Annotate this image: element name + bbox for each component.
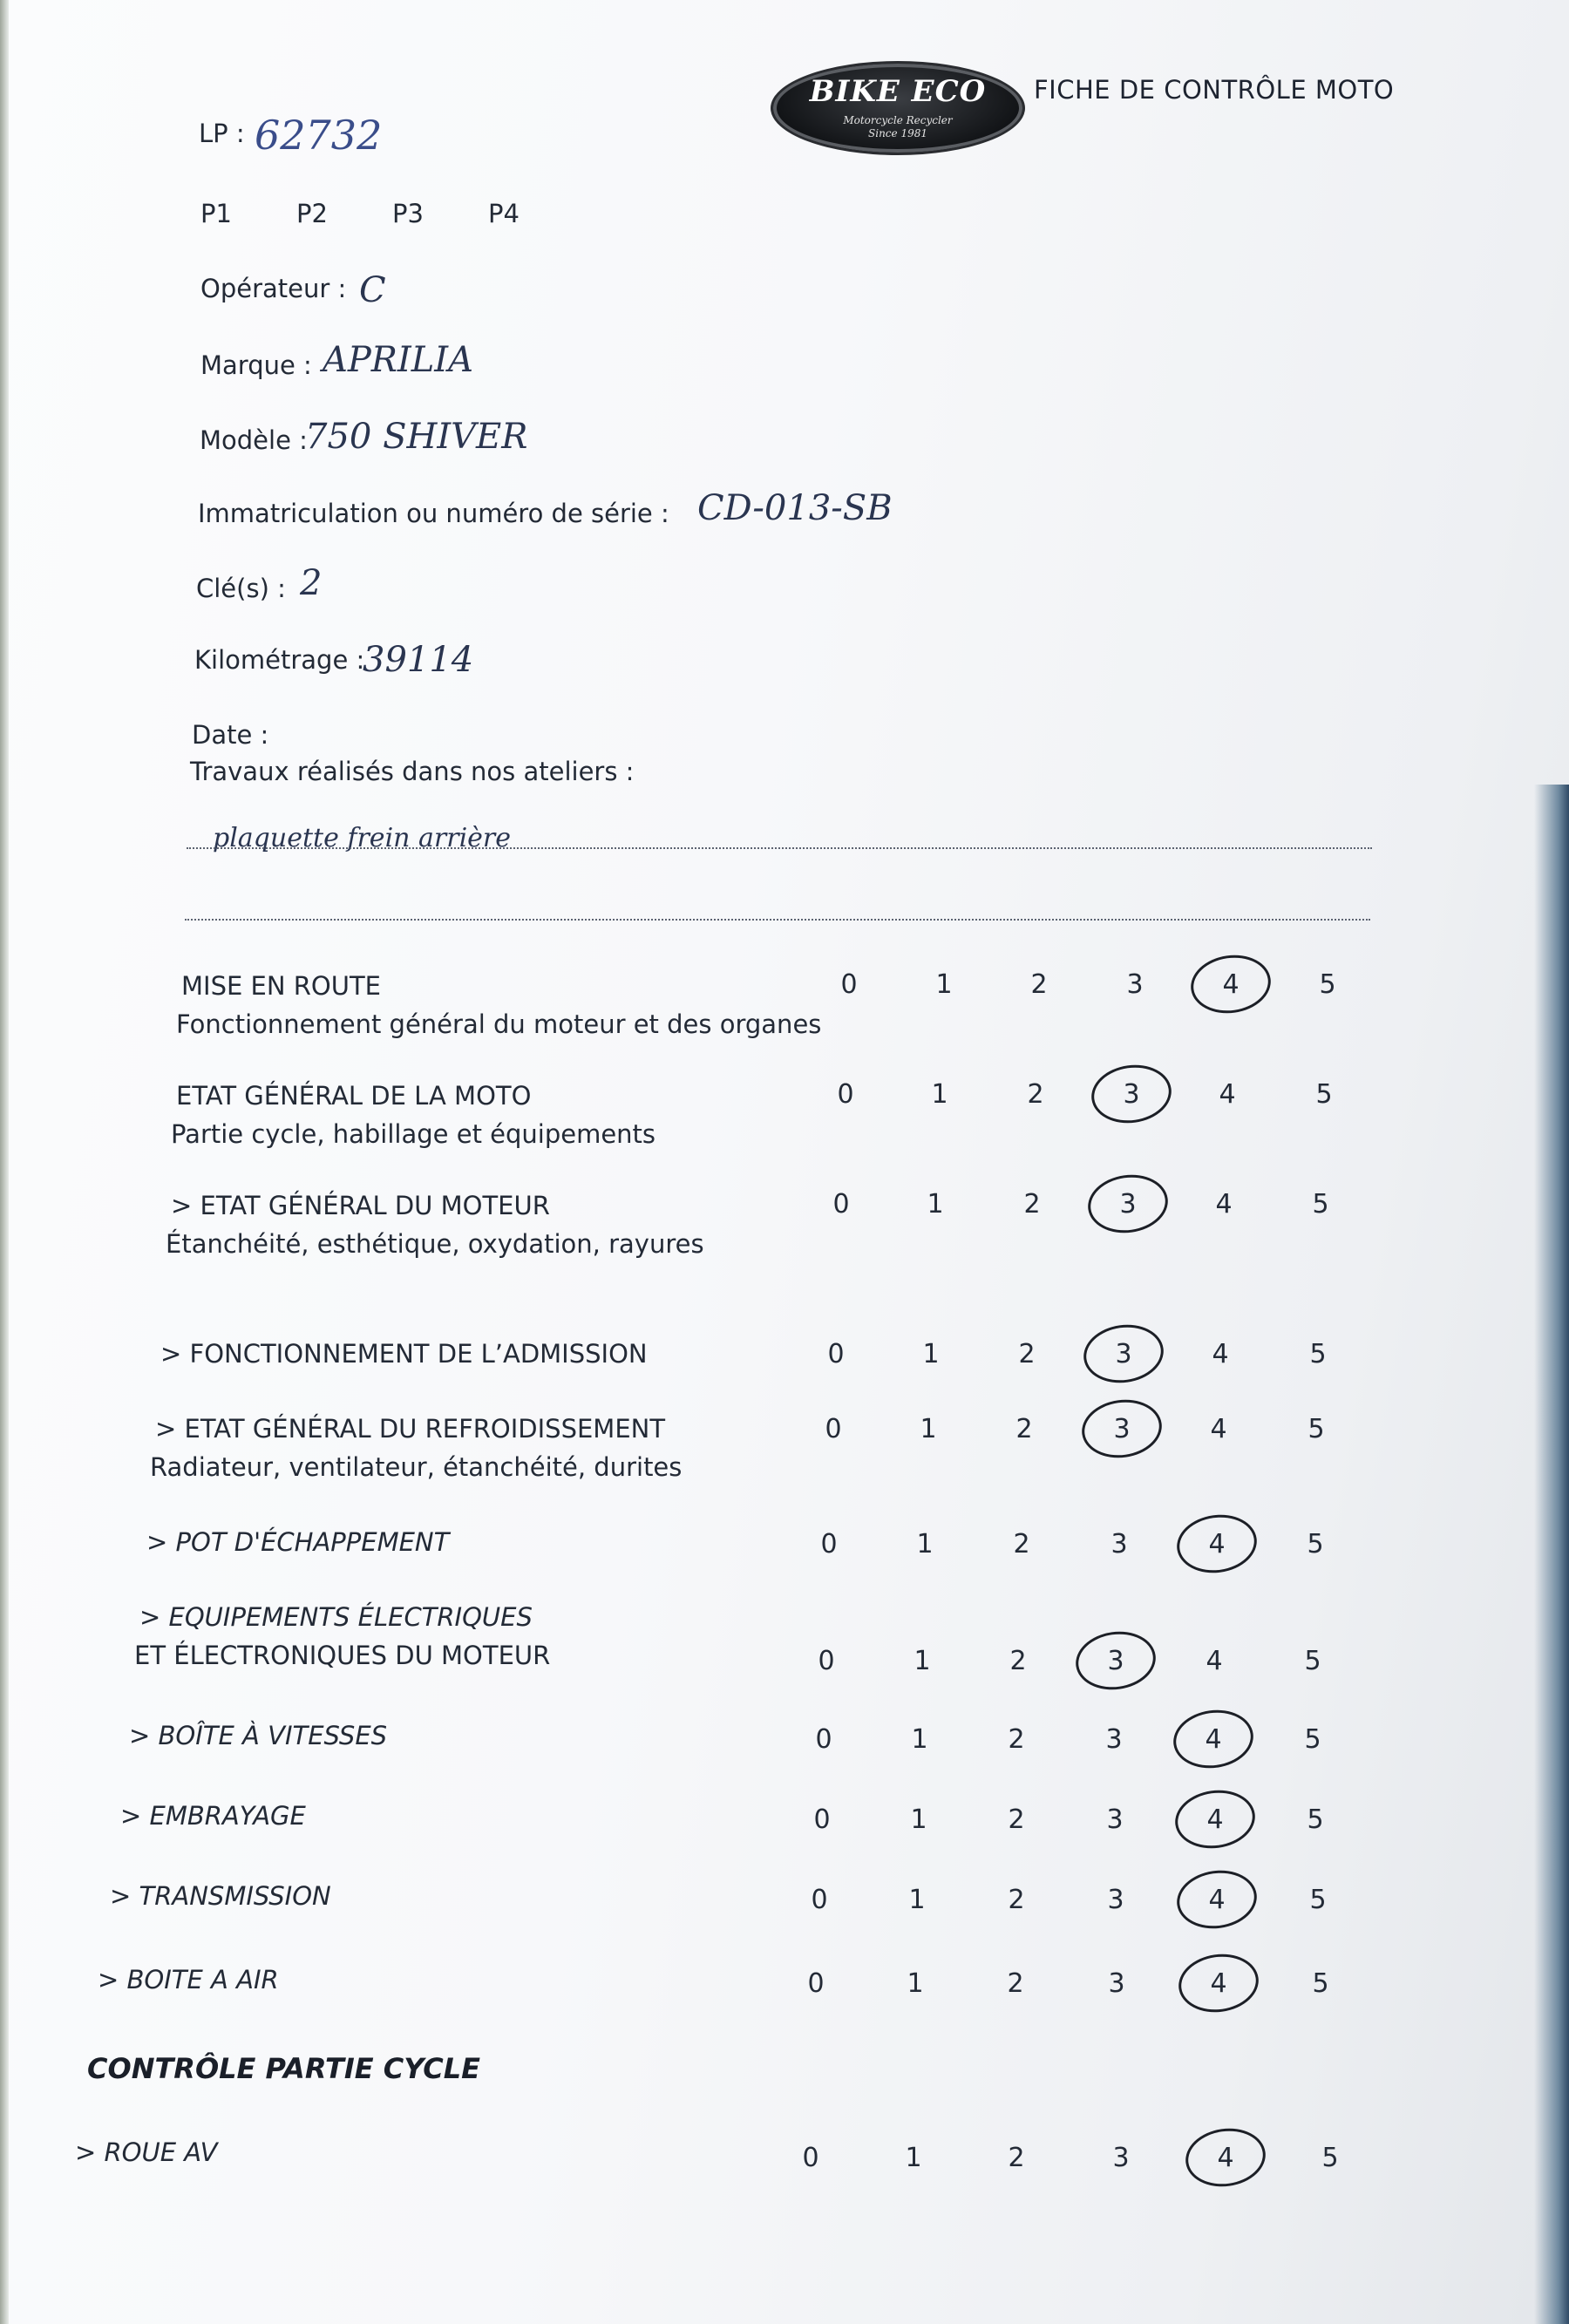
score-option-0[interactable]: 0 <box>818 1646 835 1676</box>
row-title: > TRANSMISSION <box>110 1881 331 1911</box>
score-option-5[interactable]: 5 <box>1304 1646 1321 1676</box>
bike-eco-logo <box>771 61 1025 155</box>
score-option-5[interactable]: 5 <box>1319 969 1336 1000</box>
score-option-3[interactable]: 3 <box>1119 1189 1137 1220</box>
score-option-4[interactable]: 4 <box>1208 1885 1226 1915</box>
page-edge-right <box>1534 785 1569 2324</box>
page-edge-left <box>0 0 9 2324</box>
score-option-0[interactable]: 0 <box>813 1804 831 1835</box>
score-option-1[interactable]: 1 <box>931 1079 948 1110</box>
score-option-3[interactable]: 3 <box>1112 2143 1130 2173</box>
score-option-4[interactable]: 4 <box>1206 1646 1223 1676</box>
score-option-4[interactable]: 4 <box>1212 1339 1229 1369</box>
kilometrage-value: 39114 <box>363 640 474 680</box>
score-option-4[interactable]: 4 <box>1217 2143 1234 2173</box>
score-option-1[interactable]: 1 <box>922 1339 940 1369</box>
row-title: > FONCTIONNEMENT DE L’ADMISSION <box>160 1339 648 1369</box>
selected-score-circle <box>1173 1510 1260 1578</box>
score-option-0[interactable]: 0 <box>802 2143 819 2173</box>
immatriculation-label: Immatriculation ou numéro de série : <box>198 499 669 528</box>
score-option-2[interactable]: 2 <box>1008 1804 1025 1835</box>
score-option-2[interactable]: 2 <box>1008 1724 1025 1755</box>
score-option-4[interactable]: 4 <box>1219 1079 1236 1110</box>
marque-label: Marque : <box>200 350 312 380</box>
score-option-1[interactable]: 1 <box>910 1804 927 1835</box>
row-title: > ETAT GÉNÉRAL DU MOTEUR <box>171 1191 550 1220</box>
score-option-4[interactable]: 4 <box>1208 1529 1226 1560</box>
score-option-5[interactable]: 5 <box>1307 1529 1324 1560</box>
score-option-3[interactable]: 3 <box>1126 969 1144 1000</box>
row-title: MISE EN ROUTE <box>181 971 381 1001</box>
position-p2: P2 <box>296 199 328 228</box>
score-option-1[interactable]: 1 <box>907 1968 924 1999</box>
score-option-4[interactable]: 4 <box>1222 969 1240 1000</box>
score-option-3[interactable]: 3 <box>1115 1339 1132 1369</box>
score-option-2[interactable]: 2 <box>1023 1189 1041 1220</box>
row-title: > ROUE AV <box>75 2137 218 2167</box>
score-option-2[interactable]: 2 <box>1007 1968 1024 1999</box>
score-option-3[interactable]: 3 <box>1111 1529 1128 1560</box>
lp-value: 62732 <box>255 112 383 159</box>
score-option-0[interactable]: 0 <box>837 1079 854 1110</box>
score-option-4[interactable]: 4 <box>1206 1804 1224 1835</box>
score-option-1[interactable]: 1 <box>935 969 953 1000</box>
row-subtitle: Étanchéité, esthétique, oxydation, rayures <box>166 1229 704 1259</box>
score-option-5[interactable]: 5 <box>1312 1189 1329 1220</box>
travaux-label: Travaux réalisés dans nos ateliers : <box>190 757 635 786</box>
score-option-0[interactable]: 0 <box>807 1968 825 1999</box>
score-option-3[interactable]: 3 <box>1107 1646 1124 1676</box>
section-title-partie-cycle: CONTRÔLE PARTIE CYCLE <box>87 2052 480 2085</box>
score-option-3[interactable]: 3 <box>1106 1804 1124 1835</box>
score-option-2[interactable]: 2 <box>1008 2143 1025 2173</box>
position-p1: P1 <box>200 199 232 228</box>
selected-score-circle <box>1187 950 1274 1018</box>
score-option-2[interactable]: 2 <box>1027 1079 1044 1110</box>
score-option-3[interactable]: 3 <box>1113 1414 1131 1444</box>
immatriculation-value: CD-013-SB <box>697 488 893 528</box>
score-option-3[interactable]: 3 <box>1105 1724 1123 1755</box>
cles-value: 2 <box>300 563 323 603</box>
score-option-0[interactable]: 0 <box>825 1414 842 1444</box>
score-option-2[interactable]: 2 <box>1018 1339 1036 1369</box>
selected-score-circle <box>1078 1395 1165 1463</box>
score-option-4[interactable]: 4 <box>1210 1968 1227 1999</box>
row-title: > ETAT GÉNÉRAL DU REFROIDISSEMENT <box>155 1414 666 1444</box>
score-option-4[interactable]: 4 <box>1205 1724 1222 1755</box>
lp-label: LP : <box>199 119 245 148</box>
score-option-4[interactable]: 4 <box>1210 1414 1227 1444</box>
score-option-4[interactable]: 4 <box>1215 1189 1233 1220</box>
logo-main-text: BIKE ECO <box>809 74 987 109</box>
date-label: Date : <box>192 720 269 750</box>
selected-score-circle <box>1088 1060 1175 1128</box>
row-title: > EMBRAYAGE <box>120 1801 306 1831</box>
score-option-5[interactable]: 5 <box>1309 1885 1327 1915</box>
logo-tagline-1: Motorcycle Recycler <box>843 114 953 126</box>
modele-label: Modèle : <box>200 425 308 455</box>
score-option-2[interactable]: 2 <box>1009 1646 1027 1676</box>
score-option-1[interactable]: 1 <box>927 1189 944 1220</box>
selected-score-circle <box>1175 1949 1262 2017</box>
score-option-1[interactable]: 1 <box>908 1885 926 1915</box>
kilometrage-label: Kilométrage : <box>194 645 365 675</box>
score-option-3[interactable]: 3 <box>1107 1885 1124 1915</box>
score-option-5[interactable]: 5 <box>1321 2143 1339 2173</box>
score-option-1[interactable]: 1 <box>920 1414 937 1444</box>
row-subtitle: ET ÉLECTRONIQUES DU MOTEUR <box>134 1641 551 1670</box>
score-option-0[interactable]: 0 <box>811 1885 828 1915</box>
row-title: > POT D'ÉCHAPPEMENT <box>146 1527 450 1557</box>
selected-score-circle <box>1080 1320 1167 1388</box>
selected-score-circle <box>1172 1785 1259 1853</box>
selected-score-circle <box>1072 1627 1159 1695</box>
score-option-1[interactable]: 1 <box>911 1724 928 1755</box>
position-p4: P4 <box>488 199 520 228</box>
row-subtitle: Radiateur, ventilateur, étanchéité, durites <box>150 1452 683 1482</box>
score-option-0[interactable]: 0 <box>840 969 858 1000</box>
row-title: ETAT GÉNÉRAL DE LA MOTO <box>176 1081 532 1111</box>
logo-tagline-2: Since 1981 <box>868 127 927 139</box>
score-option-3[interactable]: 3 <box>1123 1079 1140 1110</box>
score-option-1[interactable]: 1 <box>905 2143 922 2173</box>
row-subtitle: Partie cycle, habillage et équipements <box>171 1119 656 1149</box>
position-p3: P3 <box>392 199 424 228</box>
score-option-5[interactable]: 5 <box>1307 1804 1324 1835</box>
score-option-2[interactable]: 2 <box>1030 969 1048 1000</box>
marque-value: APRILIA <box>323 340 473 380</box>
selected-score-circle <box>1173 1865 1260 1933</box>
score-option-0[interactable]: 0 <box>820 1529 838 1560</box>
score-option-5[interactable]: 5 <box>1309 1339 1327 1369</box>
score-option-5[interactable]: 5 <box>1315 1079 1333 1110</box>
row-title: > EQUIPEMENTS ÉLECTRIQUES <box>139 1602 533 1632</box>
score-option-5[interactable]: 5 <box>1312 1968 1329 1999</box>
score-option-2[interactable]: 2 <box>1013 1529 1030 1560</box>
score-option-2[interactable]: 2 <box>1008 1885 1025 1915</box>
score-option-2[interactable]: 2 <box>1015 1414 1033 1444</box>
document-title: FICHE DE CONTRÔLE MOTO <box>1034 75 1395 105</box>
selected-score-circle <box>1182 2124 1269 2191</box>
selected-score-circle <box>1084 1170 1172 1238</box>
score-option-1[interactable]: 1 <box>914 1646 931 1676</box>
cles-label: Clé(s) : <box>196 574 286 603</box>
selected-score-circle <box>1170 1705 1257 1773</box>
travaux-line-1 <box>187 847 1372 849</box>
score-option-0[interactable]: 0 <box>827 1339 845 1369</box>
operateur-label: Opérateur : <box>200 274 347 303</box>
row-subtitle: Fonctionnement général du moteur et des organes <box>176 1009 822 1039</box>
modele-value: 750 SHIVER <box>305 417 528 457</box>
score-option-3[interactable]: 3 <box>1108 1968 1125 1999</box>
score-option-1[interactable]: 1 <box>916 1529 934 1560</box>
score-option-0[interactable]: 0 <box>832 1189 850 1220</box>
travaux-line-2 <box>185 919 1370 921</box>
travaux-value: plaquette frein arrière <box>213 823 512 853</box>
operateur-value: C <box>359 270 386 310</box>
row-title: > BOÎTE À VITESSES <box>129 1721 388 1750</box>
score-option-5[interactable]: 5 <box>1304 1724 1321 1755</box>
logo-tagline <box>773 114 1022 140</box>
score-option-5[interactable]: 5 <box>1308 1414 1325 1444</box>
score-option-0[interactable]: 0 <box>815 1724 832 1755</box>
row-title: > BOITE A AIR <box>98 1965 279 1994</box>
